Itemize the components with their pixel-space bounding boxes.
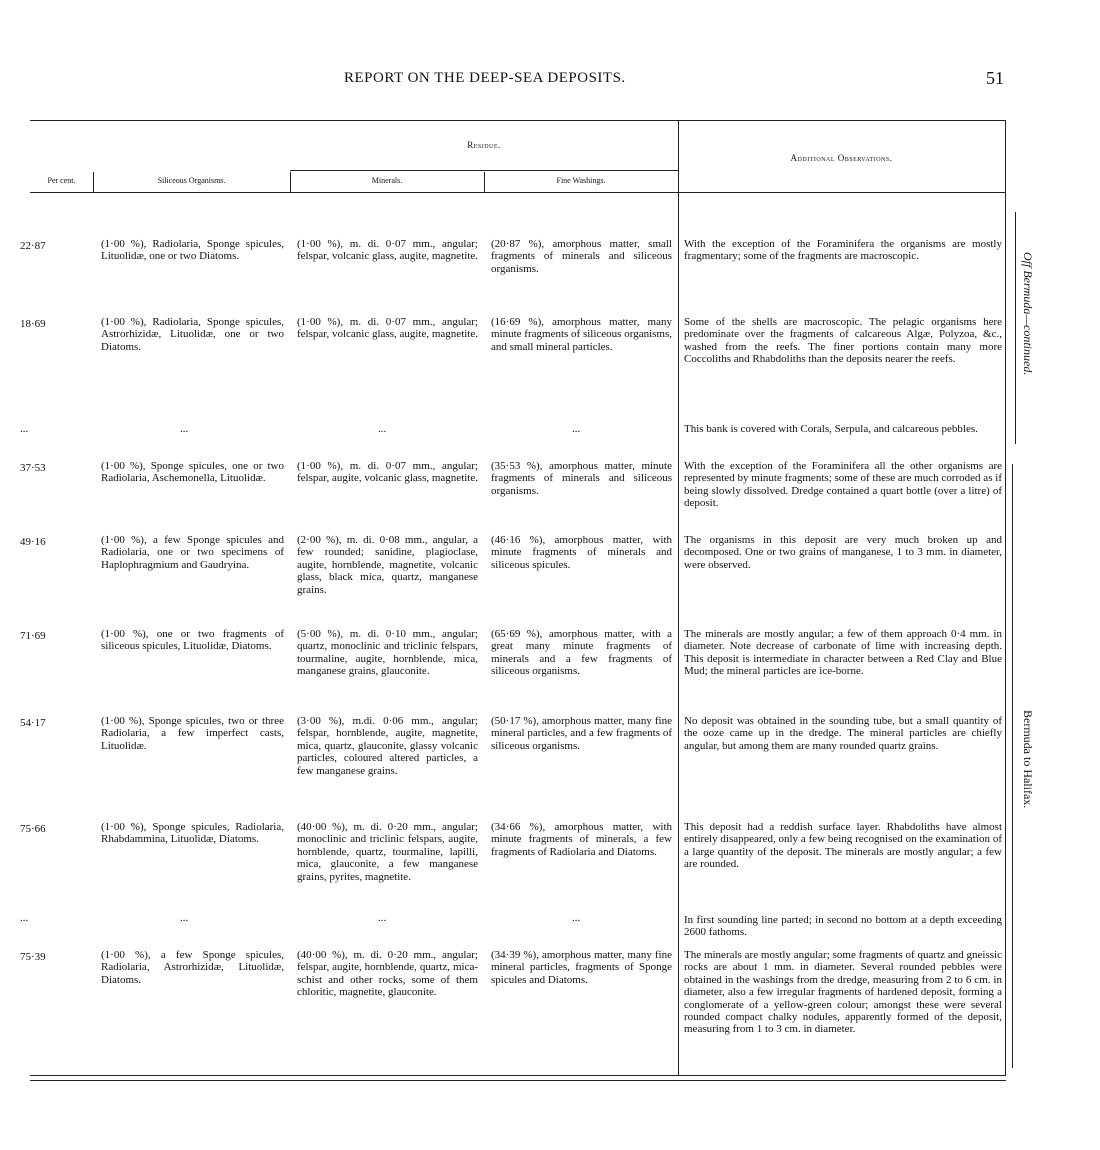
- side-note-lower: Bermuda to Halifax.: [1021, 710, 1035, 809]
- siliceous-cell: (1·00 %), Sponge spicules, two or three Radiolaria, a few imperfect casts, Lituolidæ.: [101, 715, 284, 752]
- minerals-cell: (1·00 %), m. di. 0·07 mm., angular; felspar, volcanic glass, augite, magnetite.: [297, 238, 478, 263]
- table-bottom-rule: [30, 1075, 1006, 1076]
- fine-cell: (46·16 %), amorphous matter, with minute fragments of minerals and siliceous spicules.: [491, 534, 672, 571]
- siliceous-cell: (1·00 %), Sponge spicules, one or two Radiolaria, Aschemonella, Lituolidæ.: [101, 460, 284, 485]
- additional-cell: The minerals are mostly angular; some fragments of quartz and gneissic rocks are about 1 mm. in diameter. Several rounded pebbles were obtained in the washings from the dredge, measuring from 2 to 6 cm. in diameter, also a few irregular fragments of hardened deposit, forming a conglomerate of a yellow-green colour; amongst these were several rounded compact chalky nodules, apparently formed of the deposit, measuring from 1 to 3 cm. in diameter.: [684, 949, 1002, 1036]
- siliceous-cell: (1·00 %), Sponge spicules, Radiolaria, Rhabdammina, Lituolidæ, Diatoms.: [101, 821, 284, 846]
- fine-cell: (16·69 %), amorphous matter, many minute fragments of siliceous organisms, and small mineral particles.: [491, 316, 672, 353]
- percent-cell: 18·69: [20, 318, 46, 330]
- minerals-cell: ...: [378, 423, 387, 435]
- residue-heading: Residue.: [467, 140, 501, 150]
- side-note-upper: Off Bermuda—continued.: [1021, 252, 1035, 376]
- minerals-cell: (5·00 %), m. di. 0·10 mm., angular; quartz, monoclinic and triclinic felspars, tourmaline, augite, hornblende, mica, manganese grains, glauconite.: [297, 628, 478, 678]
- percent-cell: 54·17: [20, 717, 46, 729]
- residue-underline: [290, 170, 678, 171]
- fine-cell: (65·69 %), amorphous matter, with a great many minute fragments of minerals and a few fragments of siliceous organisms.: [491, 628, 672, 678]
- additional-cell: In first sounding line parted; in second no bottom at a depth exceeding 2600 fathoms.: [684, 914, 1002, 939]
- upper-brace: [1009, 212, 1016, 444]
- fine-cell: ...: [572, 912, 581, 924]
- minerals-cell: (2·00 %), m. di. 0·08 mm., angular, a few rounded; sanidine, plagioclase, augite, hornblende, magnetite, volcanic glass, black mica, quartz, manganese grains.: [297, 534, 478, 596]
- additional-cell: With the exception of the Foraminifera the organisms are mostly fragmentary; some of the fragments are macroscopic.: [684, 238, 1002, 263]
- minerals-cell: (3·00 %), m.di. 0·06 mm., angular; felspar, hornblende, augite, magnetite, mica, quartz, glauconite, glassy volcanic particles, coloured altered particles, a few manganese grains.: [297, 715, 478, 777]
- siliceous-cell: (1·00 %), one or two fragments of siliceous spicules, Lituolidæ, Diatoms.: [101, 628, 284, 653]
- percent-cell: 75·39: [20, 951, 46, 963]
- page-bottom-rule: [30, 1080, 1006, 1081]
- fine-heading: Fine Washings.: [556, 176, 606, 185]
- additional-cell: With the exception of the Foraminifera all the other organisms are represented by minute fragments; some of these are much corroded as if being slowly dissolved. Dredge contained a quart bottle (over a litre) of deposit.: [684, 460, 1002, 510]
- minerals-cell: (1·00 %), m. di. 0·07 mm., angular; felspar, augite, volcanic glass, magnetite.: [297, 460, 478, 485]
- percent-cell: ...: [20, 423, 29, 435]
- percent-cell: 75·66: [20, 823, 46, 835]
- additional-cell: The minerals are mostly angular; a few of them approach 0·4 mm. in diameter. Note decrease of carbonate of lime with increasing depth. This deposit is intermediate in character between a Red Clay and Blue Mud; the mineral particles are ice-borne.: [684, 628, 1002, 678]
- fine-cell: (20·87 %), amorphous matter, small fragments of minerals and siliceous organisms.: [491, 238, 672, 275]
- siliceous-cell: (1·00 %), Radiolaria, Sponge spicules, Lituolidæ, one or two Diatoms.: [101, 238, 284, 263]
- minerals-cell: (40·00 %), m. di. 0·20 mm., angular; felspar, augite, hornblende, quartz, mica-schist and other rocks, some of them chloritic, magnetite, glauconite.: [297, 949, 478, 999]
- additional-cell: The organisms in this deposit are very much broken up and decomposed. One or two grains of manganese, 1 to 3 mm. in diameter, were observed.: [684, 534, 1002, 571]
- siliceous-cell: ...: [180, 912, 189, 924]
- running-head: [0, 70, 1100, 92]
- minerals-cell: (40·00 %), m. di. 0·20 mm., angular; monoclinic and triclinic felspars, augite, hornblende, quartz, tourmaline, lapilli, mica, glauconite, a few manganese grains, pyrites, magnetite.: [297, 821, 478, 883]
- page-title: REPORT ON THE DEEP-SEA DEPOSITS.: [344, 70, 626, 86]
- additional-cell: Some of the shells are macroscopic. The pelagic organisms here predominate over the fragments of calcareous Algæ, Polyzoa, &c., washed from the reefs. The finer portions contain many more Coccoliths and Rhabdoliths than the deposits nearer the reefs.: [684, 316, 1002, 366]
- page-number: 51: [986, 68, 1004, 88]
- fine-cell: (50·17 %), amorphous matter, many fine mineral particles, and a few fragments of siliceous organisms.: [491, 715, 672, 752]
- percent-cell: 22·87: [20, 240, 46, 252]
- lower-brace: [1012, 464, 1019, 1068]
- fine-cell: ...: [572, 423, 581, 435]
- percent-heading: Per cent.: [47, 176, 76, 185]
- col-rule-right: [1005, 120, 1006, 1075]
- siliceous-cell: (1·00 %), a few Sponge spicules, Radiolaria, Astrorhizidæ, Lituolidæ, Diatoms.: [101, 949, 284, 986]
- fine-cell: (34·66 %), amorphous matter, with minute fragments of minerals, a few fragments of Radiolaria and Diatoms.: [491, 821, 672, 858]
- siliceous-cell: (1·00 %), a few Sponge spicules and Radiolaria, one or two specimens of Haplophragmium and Gaudryina.: [101, 534, 284, 571]
- percent-cell: 37·53: [20, 462, 46, 474]
- col-rule-4: [678, 120, 679, 1075]
- minerals-cell: (1·00 %), m. di. 0·07 mm., angular; felspar, volcanic glass, augite, magnetite.: [297, 316, 478, 341]
- percent-cell: 49·16: [20, 536, 46, 548]
- siliceous-cell: ...: [180, 423, 189, 435]
- additional-cell: This deposit had a reddish surface layer. Rhabdoliths have almost entirely disappeared, only a few being recognised on the examination of a large quantity of the deposit. The minerals are mostly angular; a few are rounded.: [684, 821, 1002, 871]
- minerals-cell: ...: [378, 912, 387, 924]
- header-bottom-rule: [30, 192, 1006, 193]
- minerals-heading: Minerals.: [371, 176, 403, 185]
- percent-cell: 71·69: [20, 630, 46, 642]
- siliceous-heading: Siliceous Organisms.: [157, 176, 226, 185]
- additional-heading: Additional Observations.: [790, 153, 893, 163]
- percent-cell: ...: [20, 912, 29, 924]
- top-rule: [30, 120, 1006, 121]
- additional-cell: No deposit was obtained in the sounding tube, but a small quantity of the ooze came up in the dredge. The mineral particles are chiefly angular, but among them are many rounded quartz grains.: [684, 715, 1002, 752]
- fine-cell: (35·53 %), amorphous matter, minute fragments of minerals and siliceous organisms.: [491, 460, 672, 497]
- additional-cell: This bank is covered with Corals, Serpula, and calcareous pebbles.: [684, 423, 978, 435]
- siliceous-cell: (1·00 %), Radiolaria, Sponge spicules, Astrorhizidæ, Lituolidæ, one or two Diatoms.: [101, 316, 284, 353]
- fine-cell: (34·39 %), amorphous matter, many fine mineral particles, fragments of Sponge spicules and Diatoms.: [491, 949, 672, 986]
